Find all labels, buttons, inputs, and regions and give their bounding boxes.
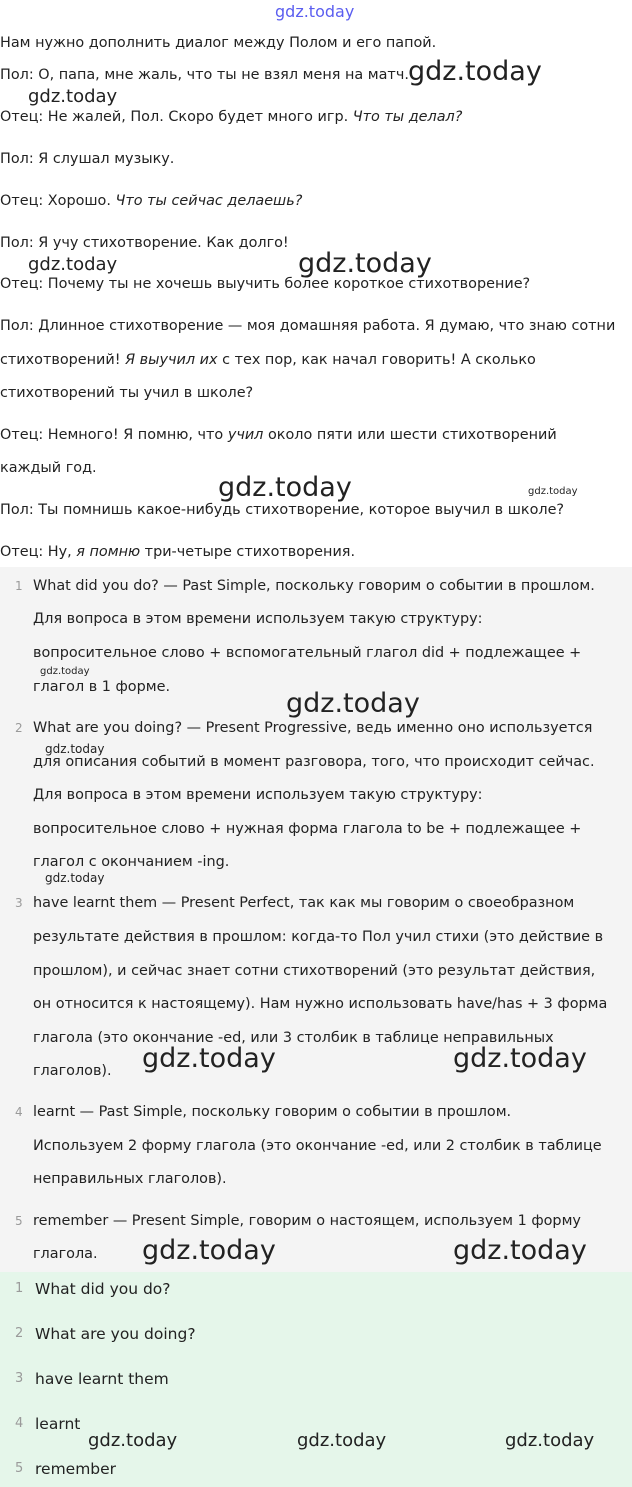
explanation-line: learnt — Past Simple, поскольку говорим о событии в прошлом.: [33, 1104, 512, 1120]
dialogue-line: Отец: Почему ты не хочешь выучить более короткое стихотворение?: [0, 276, 531, 292]
watermark: gdz.today: [528, 486, 578, 497]
dialogue-line: Отец: Хорошо. Что ты сейчас делаешь?: [0, 193, 303, 209]
watermark: gdz.today: [453, 1043, 587, 1074]
watermark: gdz.today: [45, 742, 105, 756]
explanations-section: [0, 567, 632, 1272]
dialogue-line: Пол: О, папа, мне жаль, что ты не взял меня на матч.: [0, 67, 409, 83]
explanation-line: глагола.: [33, 1246, 98, 1262]
watermark: gdz.today: [218, 472, 352, 503]
answer-item: What are you doing?: [35, 1325, 196, 1343]
answer-number: 1: [15, 1281, 24, 1296]
watermark: gdz.today: [142, 1235, 276, 1266]
explanation-line: глагол с окончанием -ing.: [33, 854, 230, 870]
explanation-line: прошлом), и сейчас знает сотни стихотворений (это результат действия,: [33, 963, 596, 979]
answer-blank: Что ты сейчас делаешь?: [115, 193, 303, 209]
explanation-line: Используем 2 форму глагола (это окончание -ed, или 2 столбик в таблице: [33, 1138, 602, 1154]
dialogue-line: Пол: Ты помнишь какое-нибудь стихотворение, которое выучил в школе?: [0, 502, 565, 518]
watermark: gdz.today: [505, 1430, 595, 1451]
watermark: gdz.today: [28, 254, 118, 275]
answer-number: 2: [15, 1326, 24, 1341]
answer-item: What did you do?: [35, 1280, 171, 1298]
answer-number: 5: [15, 1461, 24, 1476]
watermark: gdz.today: [40, 666, 90, 677]
dialogue-line: Отец: Не жалей, Пол. Скоро будет много игр. Что ты делал?: [0, 109, 463, 125]
explanation-line: для описания событий в момент разговора, того, что происходит сейчас.: [33, 754, 595, 770]
explanation-line: What are you doing? — Present Progressive, ведь именно оно используется: [33, 720, 593, 736]
dialogue-line: Пол: Я учу стихотворение. Как долго!: [0, 235, 289, 251]
dialogue-line: Отец: Ну, я помню три-четыре стихотворения.: [0, 544, 356, 560]
answer-blank: Я выучил их: [125, 352, 218, 368]
watermark: gdz.today: [28, 86, 118, 107]
explanation-line: Для вопроса в этом времени используем такую структуру:: [33, 611, 483, 627]
dialogue-line: Пол: Длинное стихотворение — моя домашняя работа. Я думаю, что знаю сотни: [0, 318, 616, 334]
explanation-line: неправильных глаголов).: [33, 1171, 227, 1187]
item-number: 2: [15, 721, 23, 735]
item-number: 4: [15, 1105, 23, 1119]
dialogue-intro: Нам нужно дополнить диалог между Полом и его папой.: [0, 35, 437, 51]
item-number: 5: [15, 1214, 23, 1228]
answer-number: 3: [15, 1371, 24, 1386]
answer-item: have learnt them: [35, 1370, 169, 1388]
dialogue-line: каждый год.: [0, 460, 97, 476]
item-number: 3: [15, 896, 23, 910]
explanation-line: глагола (это окончание -ed, или 3 столбик в таблице неправильных: [33, 1030, 554, 1046]
explanation-line: глагол в 1 форме.: [33, 679, 171, 695]
answers-section: [0, 1272, 632, 1487]
explanation-line: он относится к настоящему). Нам нужно использовать have/has + 3 форма: [33, 996, 608, 1012]
explanation-line: глаголов).: [33, 1063, 112, 1079]
watermark: gdz.today: [297, 1430, 387, 1451]
dialogue-line: Пол: Я слушал музыку.: [0, 151, 175, 167]
explanation-line: результате действия в прошлом: когда-то Пол учил стихи (это действие в: [33, 929, 604, 945]
answer-blank: учил: [227, 427, 264, 443]
watermark: gdz.today: [453, 1235, 587, 1266]
answer-number: 4: [15, 1416, 24, 1431]
item-number: 1: [15, 579, 23, 593]
answer-item: learnt: [35, 1415, 81, 1433]
dialogue-line: стихотворений ты учил в школе?: [0, 385, 254, 401]
watermark: gdz.today: [45, 871, 105, 885]
answer-blank: я помню: [76, 544, 141, 560]
explanation-line: remember — Present Simple, говорим о настоящем, используем 1 форму: [33, 1213, 581, 1229]
explanation-line: What did you do? — Past Simple, поскольку говорим о событии в прошлом.: [33, 578, 595, 594]
watermark: gdz.today: [88, 1430, 178, 1451]
site-logo[interactable]: gdz.today: [275, 2, 355, 21]
explanation-line: вопросительное слово + вспомогательный глагол did + подлежащее +: [33, 645, 582, 661]
explanation-line: have learnt them — Present Perfect, так как мы говорим о своеобразном: [33, 895, 575, 911]
watermark: gdz.today: [408, 56, 542, 87]
explanation-line: Для вопроса в этом времени используем такую структуру:: [33, 787, 483, 803]
answer-item: remember: [35, 1460, 117, 1478]
explanation-line: вопросительное слово + нужная форма глагола to be + подлежащее +: [33, 821, 582, 837]
answer-blank: Что ты делал?: [352, 109, 463, 125]
watermark: gdz.today: [286, 688, 420, 719]
dialogue-line: Отец: Немного! Я помню, что учил около пяти или шести стихотворений: [0, 427, 557, 443]
watermark: gdz.today: [142, 1043, 276, 1074]
watermark: gdz.today: [298, 248, 432, 279]
dialogue-line: стихотворений! Я выучил их с тех пор, как начал говорить! А сколько: [0, 352, 536, 368]
